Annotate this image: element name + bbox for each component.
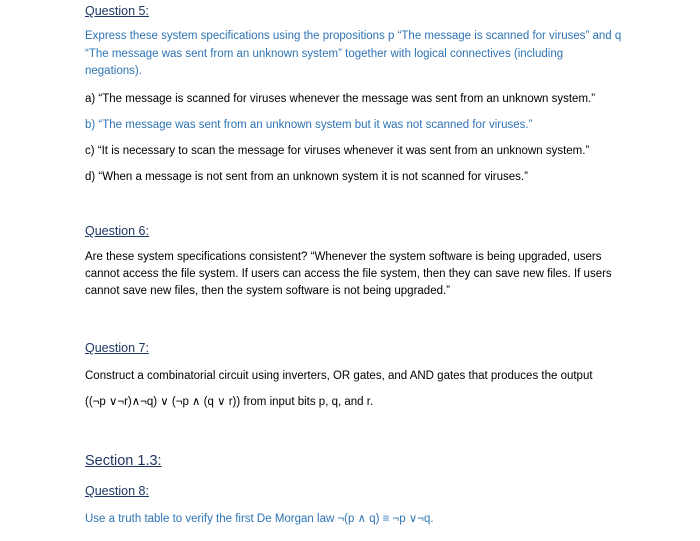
question-5-item-b: b) “The message was sent from an unknown system but it was not scanned for viruses.”: [85, 119, 533, 131]
question-6-line-3: cannot save new files, then the system software is not being upgraded.”: [85, 285, 451, 297]
question-5-heading: Question 5:: [85, 4, 149, 18]
question-5-intro-line-3: negations).: [85, 65, 142, 77]
question-5-item-c: c) “It is necessary to scan the message for viruses whenever it was sent from an unknown system.”: [85, 145, 590, 157]
question-6-line-2: cannot access the file system. If users can access the file system, then they can save new files. If users: [85, 268, 612, 280]
question-8-text: Use a truth table to verify the first De Morgan law ¬(p ∧ q) ≡ ¬p ∨¬q.: [85, 513, 434, 525]
question-8-heading: Question 8:: [85, 484, 149, 498]
question-7-line-1: Construct a combinatorial circuit using inverters, OR gates, and AND gates that produces the output: [85, 370, 593, 382]
question-6-line-1: Are these system specifications consistent? “Whenever the system software is being upgraded, users: [85, 251, 602, 263]
question-5-intro-line-1: Express these system specifications using the propositions p “The message is scanned for viruses” and q: [85, 30, 622, 42]
question-5-intro-line-2: “The message was sent from an unknown system” together with logical connectives (including: [85, 48, 564, 60]
section-1-3-heading: Section 1.3:: [85, 453, 162, 469]
question-7-heading: Question 7:: [85, 341, 149, 355]
question-7-line-2: ((¬p ∨¬r)∧¬q) ∨ (¬p ∧ (q ∨ r)) from input bits p, q, and r.: [85, 396, 374, 408]
question-5-item-a: a) “The message is scanned for viruses whenever the message was sent from an unknown system.”: [85, 93, 596, 105]
question-5-item-d: d) “When a message is not sent from an unknown system it is not scanned for viruses.”: [85, 171, 528, 183]
question-6-heading: Question 6:: [85, 224, 149, 238]
